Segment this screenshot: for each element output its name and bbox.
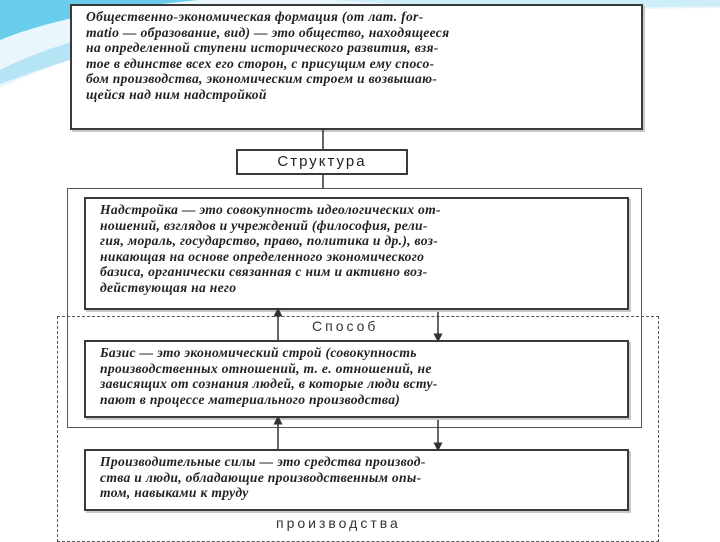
formation-line: щейся над ним надстройкой <box>86 86 267 102</box>
productive-forces-line: том, навыками к труду <box>100 485 249 501</box>
formation-line: бом производства, экономическим строем и возвышаю- <box>86 71 438 87</box>
superstructure-line: гия, мораль, государство, право, политика и др.), воз- <box>100 233 439 249</box>
formation-line: matio — образование, вид) — это общество, находящееся <box>86 24 450 40</box>
formation-line: на определенной ступени исторического развития, взя- <box>86 40 439 56</box>
productive-forces-line: ства и люди, обладающие производственным опы- <box>100 469 422 485</box>
basis-line: производственных отношений, т. е. отношений, не <box>100 360 432 376</box>
superstructure-term: Надстройка <box>100 202 179 217</box>
basis-line: — это экономический строй (совокупность <box>139 345 417 360</box>
productive-forces-term: Производительные силы <box>100 454 256 469</box>
superstructure-line: действующая на него <box>100 279 237 295</box>
basis-line: зависящих от сознания людей, в которые люди всту- <box>100 376 438 392</box>
formation-line: тое в единстве всех его сторон, с присущим ему спосо- <box>86 55 435 71</box>
production-label: производства <box>270 515 407 531</box>
basis-term: Базис <box>100 345 136 360</box>
basis-line: пают в процессе материального производства) <box>100 391 401 407</box>
productive-forces-line: — это средства производ- <box>259 454 426 469</box>
mode-label: Способ <box>306 318 384 334</box>
superstructure-line: ношений, взглядов и учреждений (философия, рели- <box>100 217 428 233</box>
structure-label: Структура <box>236 149 408 175</box>
superstructure-line: никающая на основе определенного экономического <box>100 248 425 264</box>
superstructure-line: — это совокупность идеологических от- <box>181 202 441 217</box>
formation-term: Общественно-экономическая <box>86 9 272 24</box>
superstructure-line: базиса, органически связанная с ним и активно воз- <box>100 264 428 280</box>
formation-line: формация (от лат. for- <box>274 9 424 24</box>
